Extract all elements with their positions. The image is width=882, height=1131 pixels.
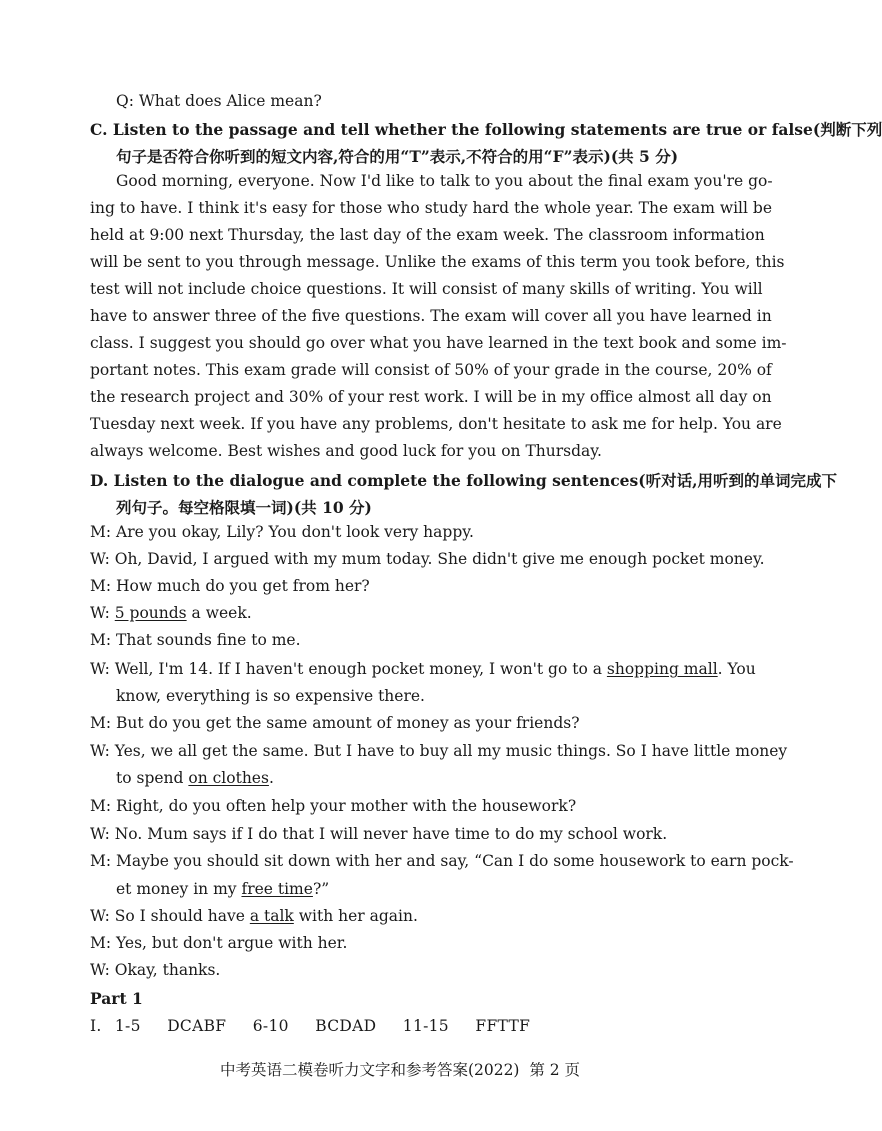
dialogue-text: with her again.	[293, 907, 418, 925]
dialogue-line: W: Oh, David, I argued with my mum today. She didn't give me enough pocket money.	[90, 550, 765, 568]
dialogue-line: M: Maybe you should sit down with her and say, “Can I do some housework to earn pock-	[90, 852, 794, 870]
passage-line: the research project and 30% of your rest work. I will be in my office almost all day on	[90, 388, 772, 406]
section-c-heading: C. Listen to the passage and tell whether the following statements are true or false(判断下列	[90, 120, 882, 139]
part-title: Part 1	[90, 989, 143, 1008]
answer-key-line: I. 1-5 DCABF 6-10 BCDAD 11-15 FFTTF	[90, 1017, 531, 1035]
answer-blank: 5 pounds	[114, 604, 187, 622]
dialogue-line	[90, 907, 728, 925]
passage-line: portant notes. This exam grade will consist of 50% of your grade in the course, 20% of	[90, 361, 772, 379]
dialogue-line: W: Yes, we all get the same. But I have to buy all my music things. So I have little money	[90, 742, 788, 760]
dialogue-text: W: So I should have	[90, 907, 250, 925]
passage-line: class. I suggest you should go over what you have learned in the text book and some im-	[90, 334, 787, 352]
dialogue-line-cont	[116, 880, 728, 898]
dialogue-line-cont	[116, 769, 728, 787]
passage-line: always welcome. Best wishes and good luck for you on Thursday.	[90, 442, 602, 460]
question-line: Q: What does Alice mean?	[116, 92, 322, 110]
dialogue-text: et money in my	[116, 880, 242, 898]
dialogue-text: a week.	[186, 604, 252, 622]
section-c-heading-cont: 句子是否符合你听到的短文内容,符合的用“T”表示,不符合的用“F”表示)(共 5 分)	[116, 147, 679, 166]
dialogue-line: M: That sounds fine to me.	[90, 631, 301, 649]
dialogue-line: M: But do you get the same amount of money as your friends?	[90, 714, 580, 732]
answer-blank: a talk	[249, 907, 294, 925]
dialogue-line: M: Yes, but don't argue with her.	[90, 934, 348, 952]
dialogue-line: M: Are you okay, Lily? You don't look very happy.	[90, 523, 474, 541]
passage-line: ing to have. I think it's easy for those who study hard the whole year. The exam will be	[90, 199, 772, 217]
dialogue-line: M: Right, do you often help your mother with the housework?	[90, 797, 577, 815]
passage-line: held at 9:00 next Thursday, the last day of the exam week. The classroom information	[90, 226, 765, 244]
dialogue-text: .	[268, 769, 274, 787]
dialogue-text: . You	[717, 660, 756, 678]
section-d-heading: D. Listen to the dialogue and complete the following sentences(听对话,用听到的单词完成下	[90, 471, 837, 490]
passage-line: will be sent to you through message. Unlike the exams of this term you took before, this	[90, 253, 785, 271]
answer-blank: on clothes	[188, 769, 269, 787]
passage-line: Good morning, everyone. Now I'd like to talk to you about the final exam you're go-	[116, 172, 773, 190]
passage-line: have to answer three of the five questions. The exam will cover all you have learned in	[90, 307, 772, 325]
dialogue-text: to spend	[116, 769, 189, 787]
speaker-prefix: W:	[90, 604, 115, 622]
passage-line: test will not include choice questions. It will consist of many skills of writing. You will	[90, 280, 763, 298]
dialogue-line-cont: know, everything is so expensive there.	[116, 687, 425, 705]
section-d-heading-cont: 列句子。每空格限填一词)(共 10 分)	[116, 498, 372, 517]
dialogue-line	[90, 660, 756, 678]
dialogue-text: ?”	[312, 880, 330, 898]
dialogue-text: W: Well, I'm 14. If I haven't enough pocket money, I won't go to a	[90, 660, 607, 678]
dialogue-line	[90, 604, 728, 622]
dialogue-line: W: No. Mum says if I do that I will never have time to do my school work.	[90, 825, 668, 843]
passage-line: Tuesday next week. If you have any problems, don't hesitate to ask me for help. You are	[90, 415, 782, 433]
page-footer: 中考英语二模卷听力文字和参考答案(2022) 第 2 页	[219, 1061, 581, 1079]
answer-blank: free time	[241, 880, 313, 898]
answer-blank: shopping mall	[606, 660, 718, 678]
dialogue-line: M: How much do you get from her?	[90, 577, 370, 595]
dialogue-line: W: Okay, thanks.	[90, 961, 221, 979]
